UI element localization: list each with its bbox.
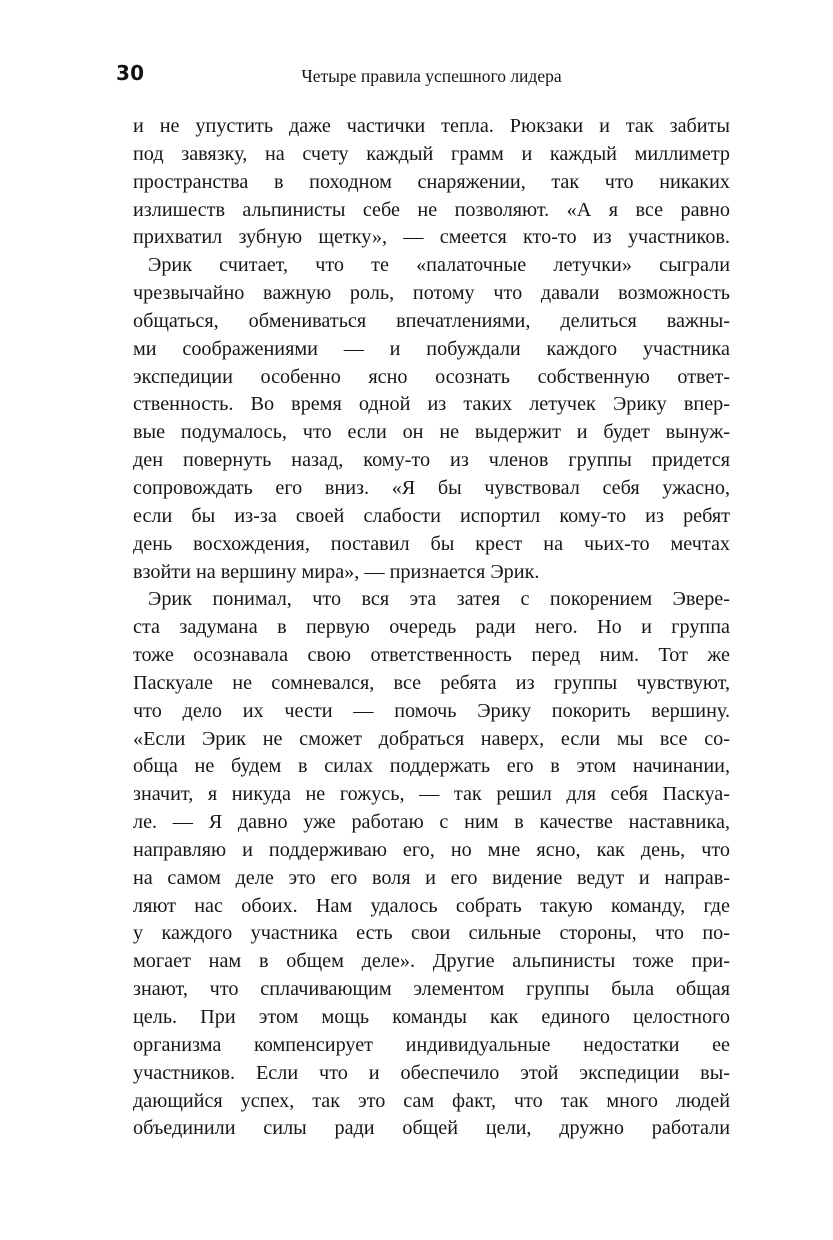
- text-line: ле. — Я давно уже работаю с ним в качестве наставника,: [133, 811, 730, 834]
- text-line: у каждого участника есть свои сильные стороны, что по-: [133, 922, 730, 945]
- text-line: могает нам в общем деле». Другие альпинисты тоже при-: [133, 950, 730, 973]
- text-line: ляют нас обоих. Нам удалось собрать такую команду, где: [133, 894, 730, 917]
- text-line: дающийся успех, так это сам факт, что так много людей: [133, 1089, 730, 1112]
- text-line: Эрик понимал, что вся эта затея с покорением Эвере-: [148, 588, 730, 611]
- text-line: излишеств альпинисты себе не позволяют. «А я все равно: [133, 198, 730, 221]
- text-line: цель. При этом мощь команды как единого целостного: [133, 1006, 730, 1028]
- text-line: прихватил зубную щетку», — смеется кто-то из участников.: [133, 226, 730, 249]
- text-block: [133, 113, 730, 1143]
- text-line: экспедиции особенно ясно осознать собственную ответ-: [133, 365, 730, 388]
- text-line: обща не будем в силах поддержать его в этом начинании,: [133, 755, 730, 778]
- text-line: чрезвычайно важную роль, потому что давали возможность: [133, 282, 730, 305]
- paragraph: [133, 252, 730, 586]
- text-line: участников. Если что и обеспечило этой экспедиции вы-: [133, 1061, 730, 1084]
- text-line: сопровождать его вниз. «Я бы чувствовал себя ужасно,: [133, 476, 730, 499]
- running-head: Четыре правила успешного лидера: [301, 66, 562, 86]
- text-line: день восхождения, поставил бы крест на чьих-то мечтах: [133, 532, 730, 555]
- text-line: тоже осознавала свою ответственность перед ним. Тот же: [133, 644, 730, 667]
- text-line: что дело их чести — помочь Эрику покорить вершину.: [133, 699, 730, 722]
- text-line: общаться, обмениваться впечатлениями, делиться важны-: [133, 309, 730, 332]
- text-line: значит, я никуда не гожусь, — так решил для себя Паскуа-: [133, 783, 730, 806]
- text-line: организма компенсирует индивидуальные недостатки ее: [133, 1033, 730, 1056]
- text-line: объединили силы ради общей цели, дружно работали: [133, 1117, 730, 1140]
- text-line: вые подумалось, что если он не выдержит и будет вынуж-: [133, 421, 730, 444]
- text-line: ственность. Во время одной из таких летучек Эрику впер-: [133, 393, 730, 416]
- text-line: направляю и поддерживаю его, но мне ясно, как день, что: [133, 838, 730, 861]
- text-line: пространства в походном снаряжении, так что никаких: [133, 170, 730, 193]
- text-line: ста задумана в первую очередь ради него. Но и группа: [133, 616, 730, 639]
- text-line: «Если Эрик не сможет добраться наверх, если мы все со-: [133, 727, 730, 750]
- text-line: знают, что сплачивающим элементом группы была общая: [133, 978, 730, 1001]
- paragraph: [133, 586, 730, 1143]
- text-line: под завязку, на счету каждый грамм и каждый миллиметр: [133, 142, 730, 165]
- text-line: Эрик считает, что те «палаточные летучки» сыграли: [148, 254, 730, 277]
- text-line: ми соображениями — и побуждали каждого участника: [133, 337, 730, 360]
- paragraph: [133, 113, 730, 252]
- text-line: если бы из-за своей слабости испортил кому-то из ребят: [133, 504, 730, 527]
- text-line: на самом деле это его воля и его видение ведут и направ-: [133, 866, 730, 889]
- page-number: 30: [116, 61, 145, 85]
- text-line: Паскуале не сомневался, все ребята из группы чувствуют,: [133, 671, 730, 694]
- text-line: взойти на вершину мира», — признается Эрик.: [133, 560, 540, 583]
- text-line: ден повернуть назад, кому-то из членов группы придется: [133, 449, 730, 472]
- text-line: и не упустить даже частички тепла. Рюкзаки и так забиты: [133, 115, 730, 137]
